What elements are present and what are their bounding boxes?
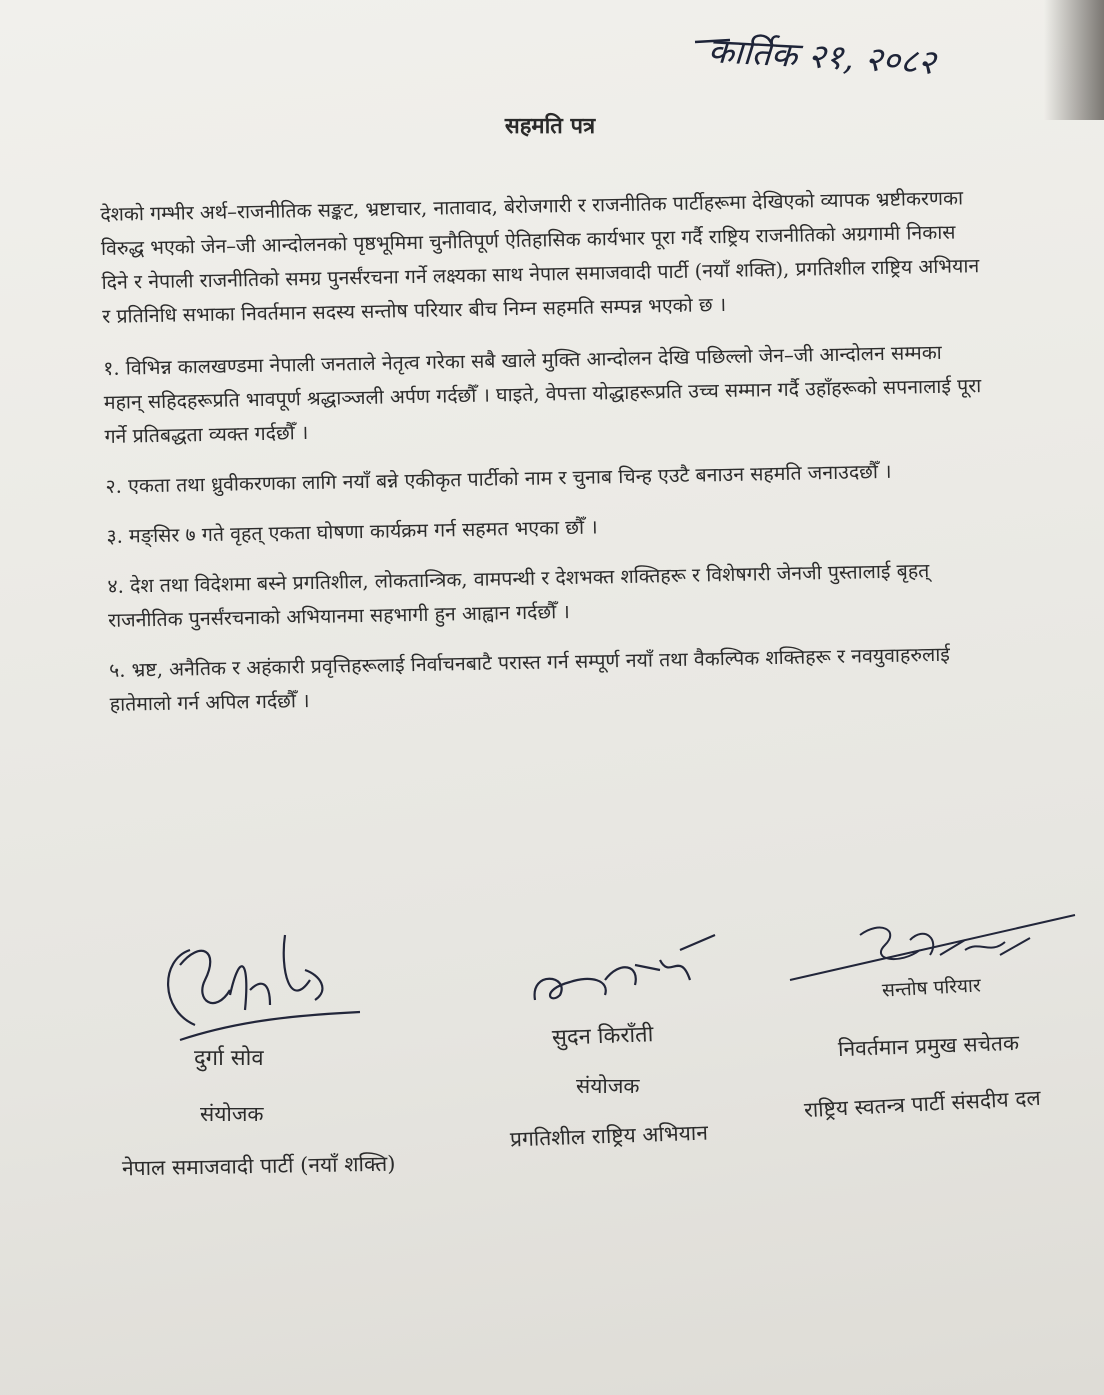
- signature-section: [0, 900, 1104, 1200]
- signatory-3: [790, 910, 1090, 1150]
- signatory-1-role: संयोजक: [200, 1102, 264, 1126]
- agreement-point-2: २. एकता तथा ध्रुवीकरणका लागि नयाँ बन्ने एकीकृत पार्टीको नाम र चुनाब चिन्ह एउटै बनाउन सहमति जनाउदछौँ ।: [105, 459, 892, 498]
- signature-scribble-1: [120, 920, 380, 1050]
- agreement-point-3: ३. मङ्सिर ७ गते वृहत् एकता घोषणा कार्यक्रम गर्न सहमत भएका छौँ ।: [106, 515, 598, 548]
- signatory-2: [510, 920, 790, 1160]
- document-body: [100, 181, 990, 738]
- signatory-1-name: दुर्गा सोव: [194, 1046, 264, 1071]
- intro-paragraph: देशको गम्भीर अर्थ–राजनीतिक सङ्कट, भ्रष्टाचार, नातावाद, बेरोजगारी र राजनीतिक पार्टीहरूमा देखिएको व्यापक भ्रष्टीकरणका विरुद्ध भएको जेन–जी आन्दोलनको पृष्ठभूमिमा चुनौतिपूर्ण ऐतिहासिक कार्यभार पूरा गर्दै राष्ट्रिय राजनीतिको अग्रगामी निकास दिने र नेपाली राजनीतिको समग्र पुनर्संरचना गर्ने लक्ष्यका साथ नेपाल समाजवादी पार्टी (नयाँ शक्ति), प्रगतिशील राष्ट्रिय अभियान र प्रतिनिधि सभाका निवर्तमान सदस्य सन्तोष परियार बीच निम्न सहमति सम्पन्न भएको छ ।: [100, 186, 980, 328]
- signature-scribble-2: [510, 920, 730, 1020]
- handwritten-date-text: कार्तिक २१, २०८२: [707, 31, 937, 83]
- page-title: सहमति पत्र: [504, 113, 596, 139]
- signatory-2-role: संयोजक: [576, 1074, 640, 1098]
- agreement-point-1: १. विभिन्न कालखण्डमा नेपाली जनताले नेतृत्व गरेका सबै खाले मुक्ति आन्दोलन देखि पछिल्लो जेन–जी आन्दोलन सम्मका महान् सहिदहरूप्रति भावपूर्ण श्रद्धाञ्जली अर्पण गर्दछौँ । घाइते, वेपत्ता योद्धाहरूप्रति उच्च सम्मान गर्दै उहाँहरूको सपनालाई पूरा गर्ने प्रतिबद्धता व्यक्त गर्दछौँ ।: [103, 340, 982, 448]
- signatory-3-name: सन्तोष परियार: [881, 974, 982, 1002]
- agreement-point-4: ४. देश तथा विदेशमा बस्ने प्रगतिशील, लोकतान्त्रिक, वामपन्थी र देशभक्त शक्तिहरू र विशेषगरी जेनजी पुस्तालाई बृहत् राजनीतिक पुनर्संरचनाको अभियानमा सहभागी हुन आह्वान गर्दछौँ ।: [107, 559, 930, 632]
- agreement-point-5: ५. भ्रष्ट, अनैतिक र अहंकारी प्रवृत्तिहरूलाई निर्वाचनबाटै परास्त गर्न सम्पूर्ण नयाँ तथा वैकल्पिक शक्तिहरू र नवयुवाहरुलाई हातेमालो गर्न अपिल गर्दछौँ ।: [108, 642, 951, 716]
- signatory-3-role: निवर्तमान प्रमुख सचेतक: [837, 1030, 1020, 1062]
- paper-edge-shadow: [1044, 0, 1104, 120]
- signatory-1: [120, 920, 480, 1181]
- signatory-2-name: सुदन किराँती: [551, 1022, 654, 1051]
- signatory-1-org: नेपाल समाजवादी पार्टी (नयाँ शक्ति): [121, 1151, 396, 1181]
- signatory-2-org: प्रगतिशील राष्ट्रिय अभियान: [509, 1120, 709, 1152]
- signatory-3-org: राष्ट्रिय स्वतन्त्र पार्टी संसदीय दल: [803, 1085, 1042, 1123]
- handwritten-date: [690, 20, 1020, 90]
